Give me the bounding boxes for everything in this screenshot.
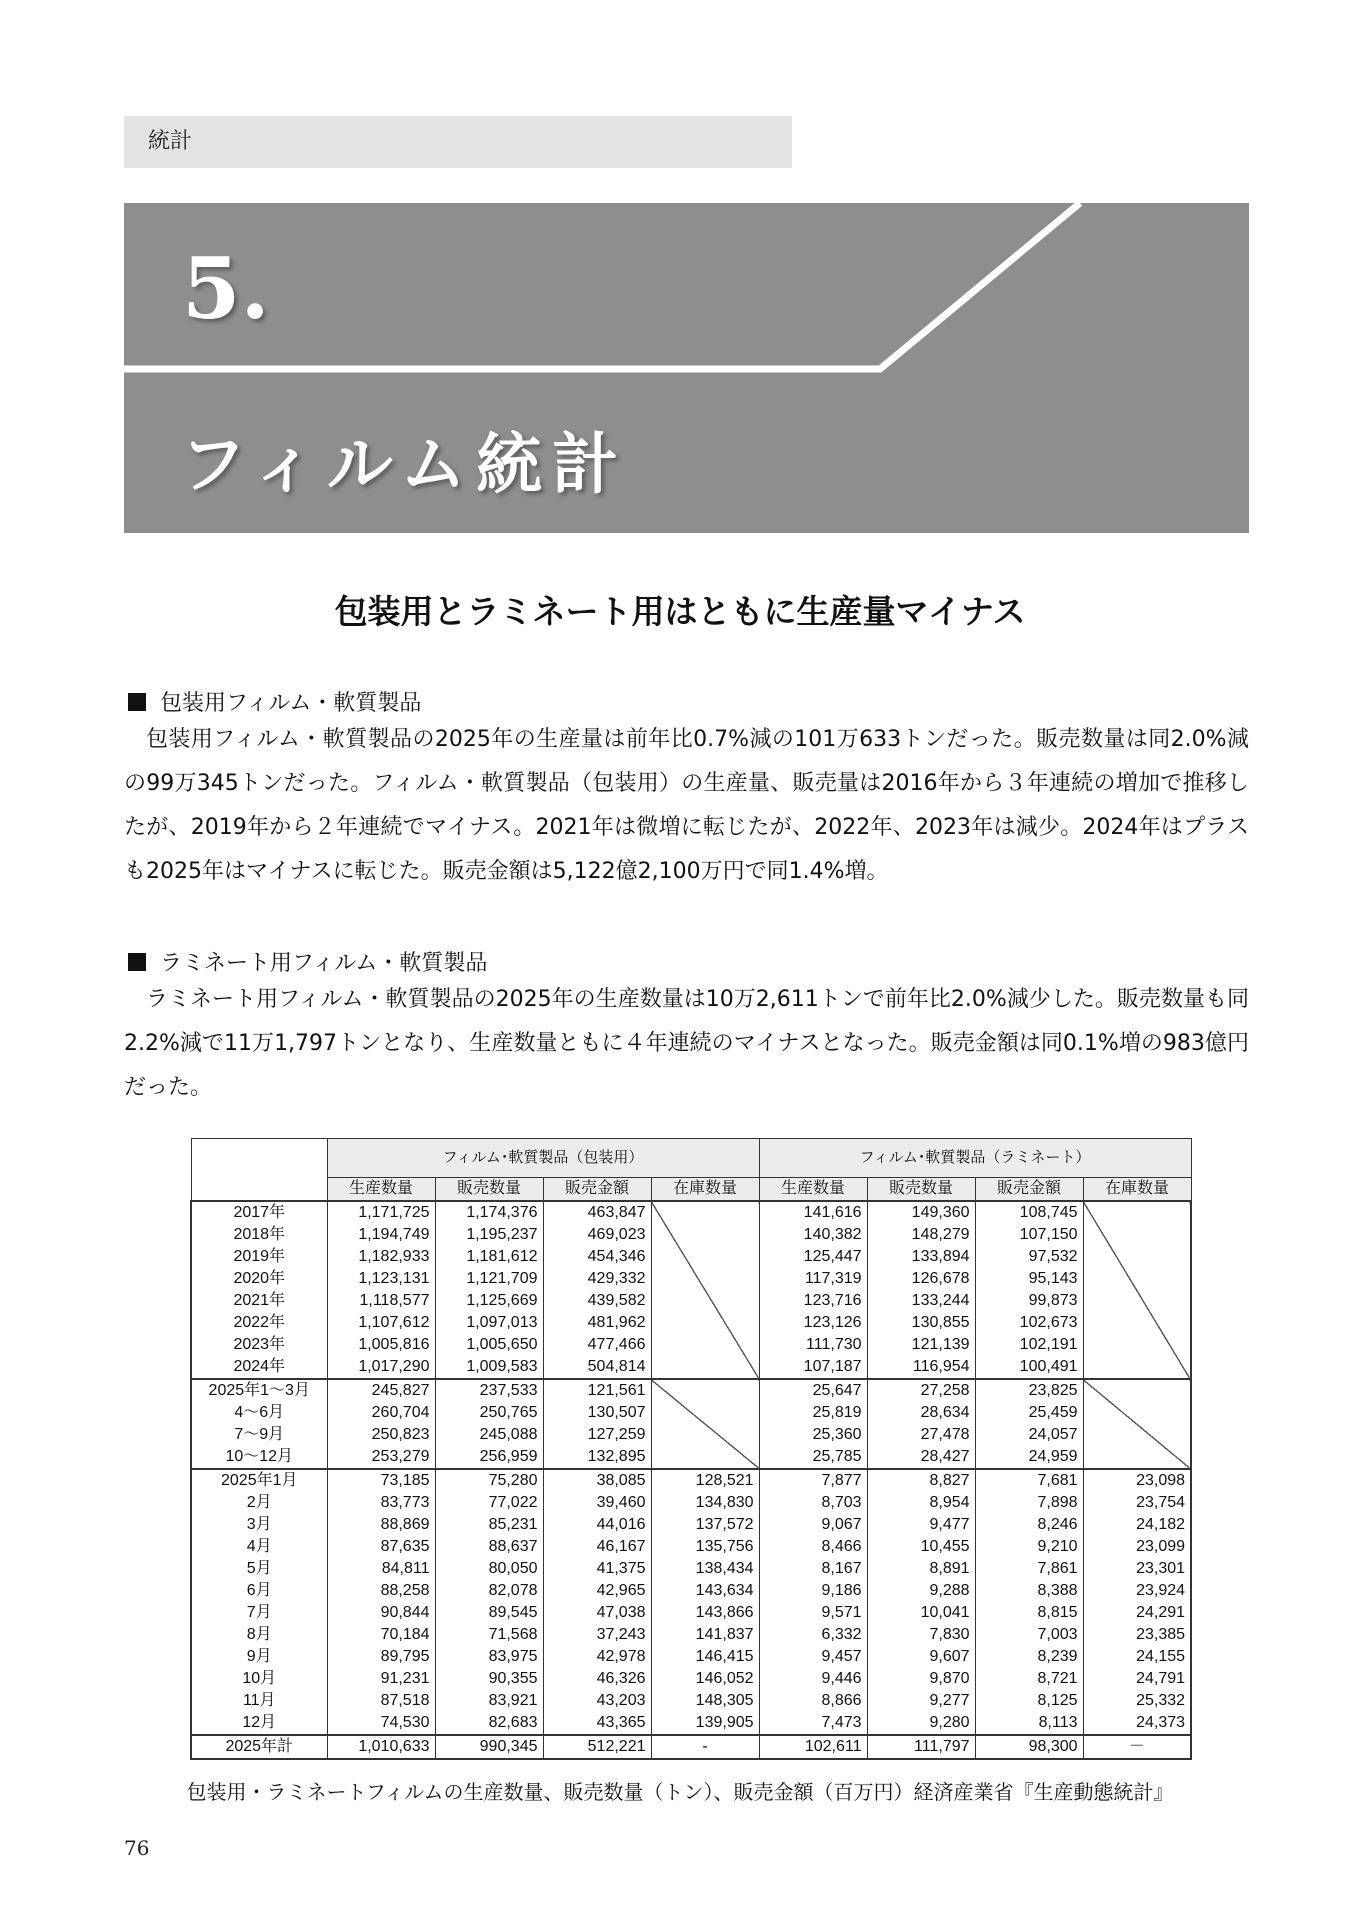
table-cell: 256,959 [435, 1446, 543, 1469]
table-cell: 250,765 [435, 1402, 543, 1424]
table-cell: 9,277 [867, 1690, 975, 1712]
table-cell: 42,978 [543, 1646, 651, 1668]
row-label: 2023年 [191, 1334, 327, 1356]
table-cell: 82,683 [435, 1712, 543, 1735]
table-cell: 1,005,816 [327, 1334, 435, 1356]
table-cell: 24,155 [1083, 1646, 1191, 1668]
not-applicable-cell [651, 1379, 759, 1469]
table-cell: 132,895 [543, 1446, 651, 1469]
not-applicable-cell [651, 1201, 759, 1379]
table-cell: 23,385 [1083, 1624, 1191, 1646]
table-cell: 237,533 [435, 1379, 543, 1402]
table-cell: 24,182 [1083, 1514, 1191, 1536]
group-header-laminate: フィルム･軟質製品（ラミネート） [759, 1139, 1191, 1178]
row-label: 2020年 [191, 1268, 327, 1290]
table-cell: 25,459 [975, 1402, 1083, 1424]
table-row [191, 1492, 1191, 1514]
column-header: 生産数量 [759, 1178, 867, 1202]
row-label: 7～9月 [191, 1424, 327, 1446]
table-cell: 125,447 [759, 1246, 867, 1268]
table-cell: 28,634 [867, 1402, 975, 1424]
table-cell: 71,568 [435, 1624, 543, 1646]
article-headline: 包装用とラミネート用はともに生産量マイナス [334, 592, 1026, 631]
table-cell: 9,457 [759, 1646, 867, 1668]
table-cell: 97,532 [975, 1246, 1083, 1268]
table-cell: 1,107,612 [327, 1312, 435, 1334]
table-cell: 102,611 [759, 1735, 867, 1759]
table-cell: 23,924 [1083, 1580, 1191, 1602]
table-cell: 74,530 [327, 1712, 435, 1735]
table-cell: 47,038 [543, 1602, 651, 1624]
table-cell: 8,827 [867, 1469, 975, 1492]
table-cell: 88,637 [435, 1536, 543, 1558]
table-cell: 8,113 [975, 1712, 1083, 1735]
row-label: 10～12月 [191, 1446, 327, 1469]
table-cell: 27,258 [867, 1379, 975, 1402]
table-section-yearly [191, 1201, 1191, 1379]
table-cell: 512,221 [543, 1735, 651, 1759]
table-cell: 9,607 [867, 1646, 975, 1668]
table-cell: 25,785 [759, 1446, 867, 1469]
group-header-packaging: フィルム･軟質製品（包装用） [327, 1139, 759, 1178]
table-cell: 477,466 [543, 1334, 651, 1356]
table-cell: 149,360 [867, 1201, 975, 1224]
row-label: 2025年1～3月 [191, 1379, 327, 1402]
section-heading-text: ラミネート用フィルム・軟質製品 [160, 951, 488, 976]
table-cell: 123,716 [759, 1290, 867, 1312]
table-row [191, 1201, 1191, 1224]
table-cell: 121,561 [543, 1379, 651, 1402]
row-label: 4～6月 [191, 1402, 327, 1424]
table-cell: 148,305 [651, 1690, 759, 1712]
row-label: 2021年 [191, 1290, 327, 1312]
table-cell: 46,167 [543, 1536, 651, 1558]
table-corner-cell [191, 1139, 327, 1202]
table-cell: 8,246 [975, 1514, 1083, 1536]
table-cell: 82,078 [435, 1580, 543, 1602]
table-cell: 100,491 [975, 1356, 1083, 1379]
table-cell: 8,703 [759, 1492, 867, 1514]
table-cell: 8,167 [759, 1558, 867, 1580]
table-cell: 133,244 [867, 1290, 975, 1312]
row-label: 2025年1月 [191, 1469, 327, 1492]
table-cell: 88,258 [327, 1580, 435, 1602]
table-row [191, 1379, 1191, 1402]
not-applicable-cell [1083, 1201, 1191, 1379]
chapter-title: フィルム統計 [180, 425, 629, 503]
row-label: 2018年 [191, 1224, 327, 1246]
table-cell: 43,365 [543, 1712, 651, 1735]
table-cell: 37,243 [543, 1624, 651, 1646]
table-row [191, 1712, 1191, 1735]
table-cell: 7,898 [975, 1492, 1083, 1514]
section-heading-text: 包装用フィルム・軟質製品 [160, 691, 422, 716]
table-cell: 1,195,237 [435, 1224, 543, 1246]
table-cell: 6,332 [759, 1624, 867, 1646]
table-cell: 98,300 [975, 1735, 1083, 1759]
table-cell: － [1083, 1735, 1191, 1759]
row-label: 2024年 [191, 1356, 327, 1379]
table-cell: 8,388 [975, 1580, 1083, 1602]
table-cell: 111,730 [759, 1334, 867, 1356]
table-cell: 9,067 [759, 1514, 867, 1536]
table-cell: 7,877 [759, 1469, 867, 1492]
row-label: 5月 [191, 1558, 327, 1580]
table-cell: 90,355 [435, 1668, 543, 1690]
table-cell: 1,194,749 [327, 1224, 435, 1246]
table-cell: 43,203 [543, 1690, 651, 1712]
table-cell: 107,187 [759, 1356, 867, 1379]
table-cell: 141,837 [651, 1624, 759, 1646]
table-cell: 260,704 [327, 1402, 435, 1424]
table-cell: 8,954 [867, 1492, 975, 1514]
table-cell: 141,616 [759, 1201, 867, 1224]
table-cell: 130,855 [867, 1312, 975, 1334]
row-label: 6月 [191, 1580, 327, 1602]
row-label: 7月 [191, 1602, 327, 1624]
table-cell: 107,150 [975, 1224, 1083, 1246]
table-row [191, 1514, 1191, 1536]
table-cell: 128,521 [651, 1469, 759, 1492]
table-cell: 1,174,376 [435, 1201, 543, 1224]
table-cell: 253,279 [327, 1446, 435, 1469]
column-header: 在庫数量 [651, 1178, 759, 1202]
table-cell: 9,477 [867, 1514, 975, 1536]
table-cell: - [651, 1735, 759, 1759]
table-cell: 99,873 [975, 1290, 1083, 1312]
row-label: 12月 [191, 1712, 327, 1735]
page-number: 76 [124, 1836, 150, 1860]
table-cell: 135,756 [651, 1536, 759, 1558]
table-row [191, 1690, 1191, 1712]
table-cell: 1,182,933 [327, 1246, 435, 1268]
table-row [191, 1558, 1191, 1580]
table-cell: 1,017,290 [327, 1356, 435, 1379]
table-cell: 88,869 [327, 1514, 435, 1536]
table-cell: 1,123,131 [327, 1268, 435, 1290]
table-cell: 80,050 [435, 1558, 543, 1580]
table-cell: 8,866 [759, 1690, 867, 1712]
section-heading-laminate [128, 946, 487, 977]
row-label: 3月 [191, 1514, 327, 1536]
table-section-quarterly [191, 1379, 1191, 1469]
column-header: 販売金額 [543, 1178, 651, 1202]
square-bullet-icon [128, 953, 146, 971]
table-cell: 108,745 [975, 1201, 1083, 1224]
column-header: 販売数量 [867, 1178, 975, 1202]
table-cell: 87,635 [327, 1536, 435, 1558]
table-cell: 25,647 [759, 1379, 867, 1402]
table-cell: 1,005,650 [435, 1334, 543, 1356]
table-row-total [191, 1735, 1191, 1759]
table-row [191, 1646, 1191, 1668]
table-cell: 27,478 [867, 1424, 975, 1446]
table-cell: 8,466 [759, 1536, 867, 1558]
table-cell: 24,057 [975, 1424, 1083, 1446]
table-cell: 138,434 [651, 1558, 759, 1580]
table-cell: 127,259 [543, 1424, 651, 1446]
section-body-packaging: 包装用フィルム・軟質製品の2025年の生産量は前年比0.7%減の101万633トンだった。販売数量は同2.0%減の99万345トンだった。フィルム・軟質製品（包装用）の生産量、販売量は2016年から３年連続の増加で推移したが、2019年から２年連続でマイナス。2021年は微増に転じたが、2022年、2023年は減少。2024年はプラスも2025年はマイナスに転じた。販売金額は5,122億2,100万円で同1.4%増。 [124, 727, 1249, 884]
table-cell: 9,280 [867, 1712, 975, 1735]
table-cell: 148,279 [867, 1224, 975, 1246]
row-label: 2019年 [191, 1246, 327, 1268]
table-cell: 9,288 [867, 1580, 975, 1602]
table-cell: 90,844 [327, 1602, 435, 1624]
statistics-table [190, 1138, 1192, 1760]
table-cell: 469,023 [543, 1224, 651, 1246]
row-label: 11月 [191, 1690, 327, 1712]
table-cell: 9,210 [975, 1536, 1083, 1558]
table-cell: 44,016 [543, 1514, 651, 1536]
column-header: 販売金額 [975, 1178, 1083, 1202]
row-label: 2022年 [191, 1312, 327, 1334]
row-label: 4月 [191, 1536, 327, 1558]
table-cell: 9,571 [759, 1602, 867, 1624]
column-header: 生産数量 [327, 1178, 435, 1202]
table-cell: 89,545 [435, 1602, 543, 1624]
table-cell: 73,185 [327, 1469, 435, 1492]
table-cell: 42,965 [543, 1580, 651, 1602]
table-cell: 1,009,583 [435, 1356, 543, 1379]
table-cell: 10,455 [867, 1536, 975, 1558]
table-cell: 9,446 [759, 1668, 867, 1690]
not-applicable-cell [1083, 1379, 1191, 1469]
table-cell: 70,184 [327, 1624, 435, 1646]
table-cell: 84,811 [327, 1558, 435, 1580]
table-cell: 116,954 [867, 1356, 975, 1379]
table-cell: 143,634 [651, 1580, 759, 1602]
table-cell: 83,975 [435, 1646, 543, 1668]
table-cell: 85,231 [435, 1514, 543, 1536]
table-cell: 7,830 [867, 1624, 975, 1646]
table-cell: 10,041 [867, 1602, 975, 1624]
table-cell: 121,139 [867, 1334, 975, 1356]
table-cell: 117,319 [759, 1268, 867, 1290]
table-row [191, 1469, 1191, 1492]
table-cell: 137,572 [651, 1514, 759, 1536]
row-label: 2025年計 [191, 1735, 327, 1759]
table-cell: 24,791 [1083, 1668, 1191, 1690]
section-tab: 統計 [124, 116, 792, 168]
table-cell: 28,427 [867, 1446, 975, 1469]
table-cell: 7,681 [975, 1469, 1083, 1492]
table-cell: 504,814 [543, 1356, 651, 1379]
table-cell: 1,118,577 [327, 1290, 435, 1312]
square-bullet-icon [128, 693, 146, 711]
table-cell: 134,830 [651, 1492, 759, 1514]
row-label: 2017年 [191, 1201, 327, 1224]
table-cell: 463,847 [543, 1201, 651, 1224]
table-cell: 102,673 [975, 1312, 1083, 1334]
table-cell: 139,905 [651, 1712, 759, 1735]
table-row [191, 1602, 1191, 1624]
table-cell: 454,346 [543, 1246, 651, 1268]
table-cell: 83,921 [435, 1690, 543, 1712]
table-cell: 146,415 [651, 1646, 759, 1668]
table-cell: 23,098 [1083, 1469, 1191, 1492]
table-cell: 130,507 [543, 1402, 651, 1424]
statistics-table-container [190, 1138, 1190, 1760]
row-label: 9月 [191, 1646, 327, 1668]
column-header: 在庫数量 [1083, 1178, 1191, 1202]
chapter-number: 5. [182, 239, 270, 338]
row-label: 2月 [191, 1492, 327, 1514]
table-cell: 9,186 [759, 1580, 867, 1602]
section-body-laminate: ラミネート用フィルム・軟質製品の2025年の生産数量は10万2,611トンで前年比2.0%減少した。販売数量も同2.2%減で11万1,797トンとなり、生産数量ともに４年連続のマイナスとなった。販売金額は同0.1%増の983億円だった。 [124, 987, 1249, 1100]
row-label: 10月 [191, 1668, 327, 1690]
section-heading-packaging [128, 686, 421, 717]
table-cell: 8,891 [867, 1558, 975, 1580]
table-cell: 75,280 [435, 1469, 543, 1492]
table-cell: 481,962 [543, 1312, 651, 1334]
table-cell: 25,332 [1083, 1690, 1191, 1712]
table-cell: 250,823 [327, 1424, 435, 1446]
table-cell: 91,231 [327, 1668, 435, 1690]
table-cell: 1,171,725 [327, 1201, 435, 1224]
table-cell: 23,754 [1083, 1492, 1191, 1514]
table-cell: 83,773 [327, 1492, 435, 1514]
table-cell: 990,345 [435, 1735, 543, 1759]
table-cell: 111,797 [867, 1735, 975, 1759]
table-section-total [191, 1735, 1191, 1759]
table-cell: 24,959 [975, 1446, 1083, 1469]
table-cell: 245,088 [435, 1424, 543, 1446]
table-cell: 24,373 [1083, 1712, 1191, 1735]
column-header: 販売数量 [435, 1178, 543, 1202]
table-section-monthly [191, 1469, 1191, 1735]
table-cell: 38,085 [543, 1469, 651, 1492]
table-cell: 8,125 [975, 1690, 1083, 1712]
table-cell: 1,010,633 [327, 1735, 435, 1759]
table-cell: 133,894 [867, 1246, 975, 1268]
table-cell: 46,326 [543, 1668, 651, 1690]
table-row [191, 1624, 1191, 1646]
table-cell: 7,473 [759, 1712, 867, 1735]
table-cell: 8,721 [975, 1668, 1083, 1690]
table-row [191, 1536, 1191, 1558]
table-cell: 146,052 [651, 1668, 759, 1690]
table-cell: 89,795 [327, 1646, 435, 1668]
table-row [191, 1580, 1191, 1602]
table-cell: 123,126 [759, 1312, 867, 1334]
table-cell: 23,301 [1083, 1558, 1191, 1580]
table-cell: 95,143 [975, 1268, 1083, 1290]
table-cell: 23,825 [975, 1379, 1083, 1402]
chapter-banner [124, 203, 1249, 533]
table-cell: 126,678 [867, 1268, 975, 1290]
table-cell: 245,827 [327, 1379, 435, 1402]
table-cell: 1,181,612 [435, 1246, 543, 1268]
table-cell: 7,861 [975, 1558, 1083, 1580]
table-cell: 8,815 [975, 1602, 1083, 1624]
table-cell: 41,375 [543, 1558, 651, 1580]
table-cell: 24,291 [1083, 1602, 1191, 1624]
table-row [191, 1668, 1191, 1690]
table-cell: 143,866 [651, 1602, 759, 1624]
table-caption: 包装用・ラミネートフィルムの生産数量、販売数量（トン）、販売金額（百万円）経済産業省『生産動態統計』 [186, 1780, 1174, 1804]
table-cell: 77,022 [435, 1492, 543, 1514]
table-cell: 23,099 [1083, 1536, 1191, 1558]
table-cell: 429,332 [543, 1268, 651, 1290]
table-cell: 439,582 [543, 1290, 651, 1312]
table-cell: 1,097,013 [435, 1312, 543, 1334]
table-cell: 25,819 [759, 1402, 867, 1424]
table-cell: 140,382 [759, 1224, 867, 1246]
table-cell: 39,460 [543, 1492, 651, 1514]
table-cell: 9,870 [867, 1668, 975, 1690]
table-cell: 7,003 [975, 1624, 1083, 1646]
table-cell: 87,518 [327, 1690, 435, 1712]
table-cell: 1,121,709 [435, 1268, 543, 1290]
table-cell: 102,191 [975, 1334, 1083, 1356]
row-label: 8月 [191, 1624, 327, 1646]
table-cell: 25,360 [759, 1424, 867, 1446]
table-cell: 1,125,669 [435, 1290, 543, 1312]
table-cell: 8,239 [975, 1646, 1083, 1668]
